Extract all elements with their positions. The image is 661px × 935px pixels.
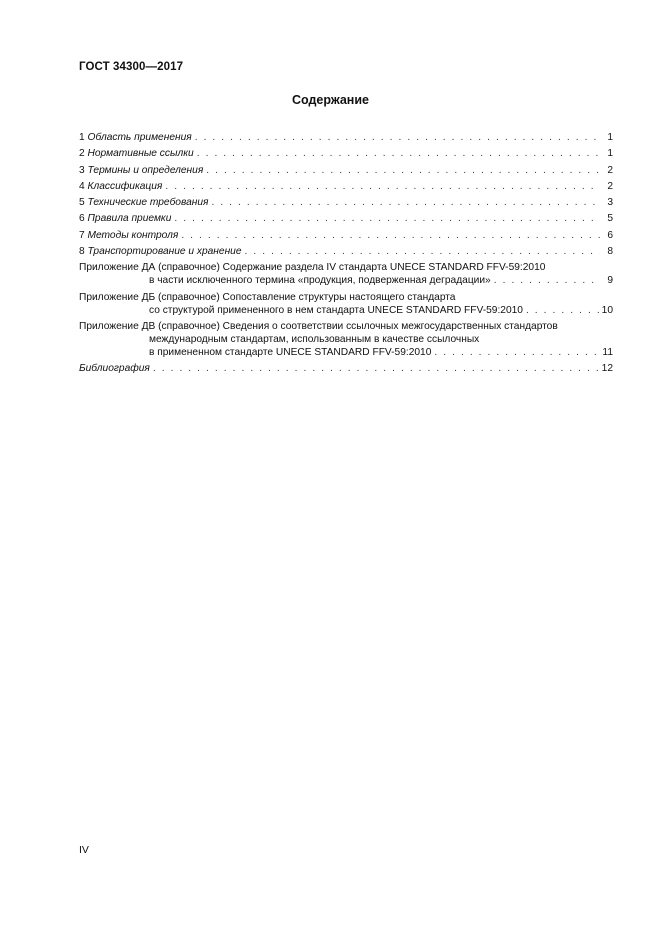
dot-leader (174, 212, 600, 225)
dot-leader (195, 131, 600, 144)
dot-leader (526, 304, 599, 317)
page-number: IV (79, 844, 89, 856)
toc-entry-title: Приложение ДА (справочное) Содержание раздела IV стандарта UNECE STANDARD FFV-59:2010 (79, 262, 546, 274)
toc-entry-title: Область применения (87, 132, 192, 143)
toc-entry-page: 10 (601, 304, 613, 316)
toc-entry-page: 3 (607, 197, 613, 209)
toc-appendix-da[interactable] (79, 261, 613, 287)
toc-entry-7[interactable] (79, 229, 613, 242)
toc-entry-title: Правила приемки (87, 213, 172, 225)
toc-entry-page: 2 (607, 180, 613, 192)
toc-entry-page: 5 (607, 213, 613, 225)
toc-entry-title: Транспортирование и хранение (87, 246, 242, 258)
toc-entry-title: Нормативные ссылки (87, 148, 194, 160)
document-code: ГОСТ 34300—2017 (79, 61, 184, 73)
dot-leader (206, 164, 600, 177)
toc-entry-page: 2 (607, 164, 613, 176)
table-of-contents (79, 131, 613, 379)
toc-entry-title-cont: со структурой примененного в нем стандарта UNECE STANDARD FFV-59:2010 (149, 304, 523, 316)
toc-entry-1[interactable] (79, 131, 613, 144)
toc-entry-page: 11 (602, 346, 613, 358)
toc-entry-page: 12 (601, 363, 613, 375)
toc-entry-4[interactable] (79, 180, 613, 193)
toc-entry-title: Методы контроля (87, 229, 179, 241)
toc-entry-5[interactable] (79, 196, 613, 209)
toc-entry-title: Классификация (87, 180, 163, 192)
toc-entry-number: 6 (79, 213, 85, 225)
toc-entry-title-cont: в части исключенного термина «продукция, подверженная деградации» (149, 275, 491, 287)
toc-entry-number: 7 (79, 229, 85, 241)
dot-leader (211, 196, 600, 209)
toc-entry-title: Библиография (79, 363, 150, 375)
toc-entry-title-cont: в примененном стандарте UNECE STANDARD FFV-59:2010 (149, 346, 432, 358)
toc-appendix-dv[interactable] (79, 320, 613, 359)
dot-leader (494, 274, 600, 287)
toc-entry-page: 1 (607, 148, 613, 160)
toc-entry-number: 8 (79, 246, 85, 258)
dot-leader (197, 147, 600, 160)
toc-entry-page: 6 (607, 229, 613, 241)
toc-entry-title: Технические требования (87, 197, 209, 209)
dot-leader (153, 362, 599, 375)
toc-bibliography[interactable] (79, 362, 613, 375)
toc-entry-number: 4 (79, 180, 85, 192)
toc-entry-number: 3 (79, 164, 85, 176)
toc-entry-page: 8 (607, 246, 613, 258)
dot-leader (245, 245, 600, 258)
toc-entry-number: 1 (79, 132, 85, 143)
toc-entry-page: 1 (607, 132, 613, 143)
dot-leader (181, 229, 600, 242)
toc-entry-title: Приложение ДВ (справочное) Сведения о соответствии ссылочных межгосударственных стандартов (79, 320, 558, 332)
toc-entry-title: Приложение ДБ (справочное) Сопоставление структуры настоящего стандарта (79, 291, 456, 303)
toc-title: Содержание (291, 93, 369, 107)
toc-entry-number: 5 (79, 197, 85, 209)
toc-entry-6[interactable] (79, 212, 613, 225)
toc-entry-title-cont: международным стандартам, использованным в качестве ссылочных (149, 333, 480, 345)
dot-leader (165, 180, 600, 193)
toc-entry-8[interactable] (79, 245, 613, 258)
toc-appendix-db[interactable] (79, 291, 613, 317)
toc-entry-title: Термины и определения (87, 164, 204, 176)
dot-leader (434, 346, 599, 359)
toc-entry-3[interactable] (79, 164, 613, 177)
toc-entry-page: 9 (607, 275, 613, 287)
toc-entry-number: 2 (79, 148, 85, 160)
toc-entry-2[interactable] (79, 147, 613, 160)
